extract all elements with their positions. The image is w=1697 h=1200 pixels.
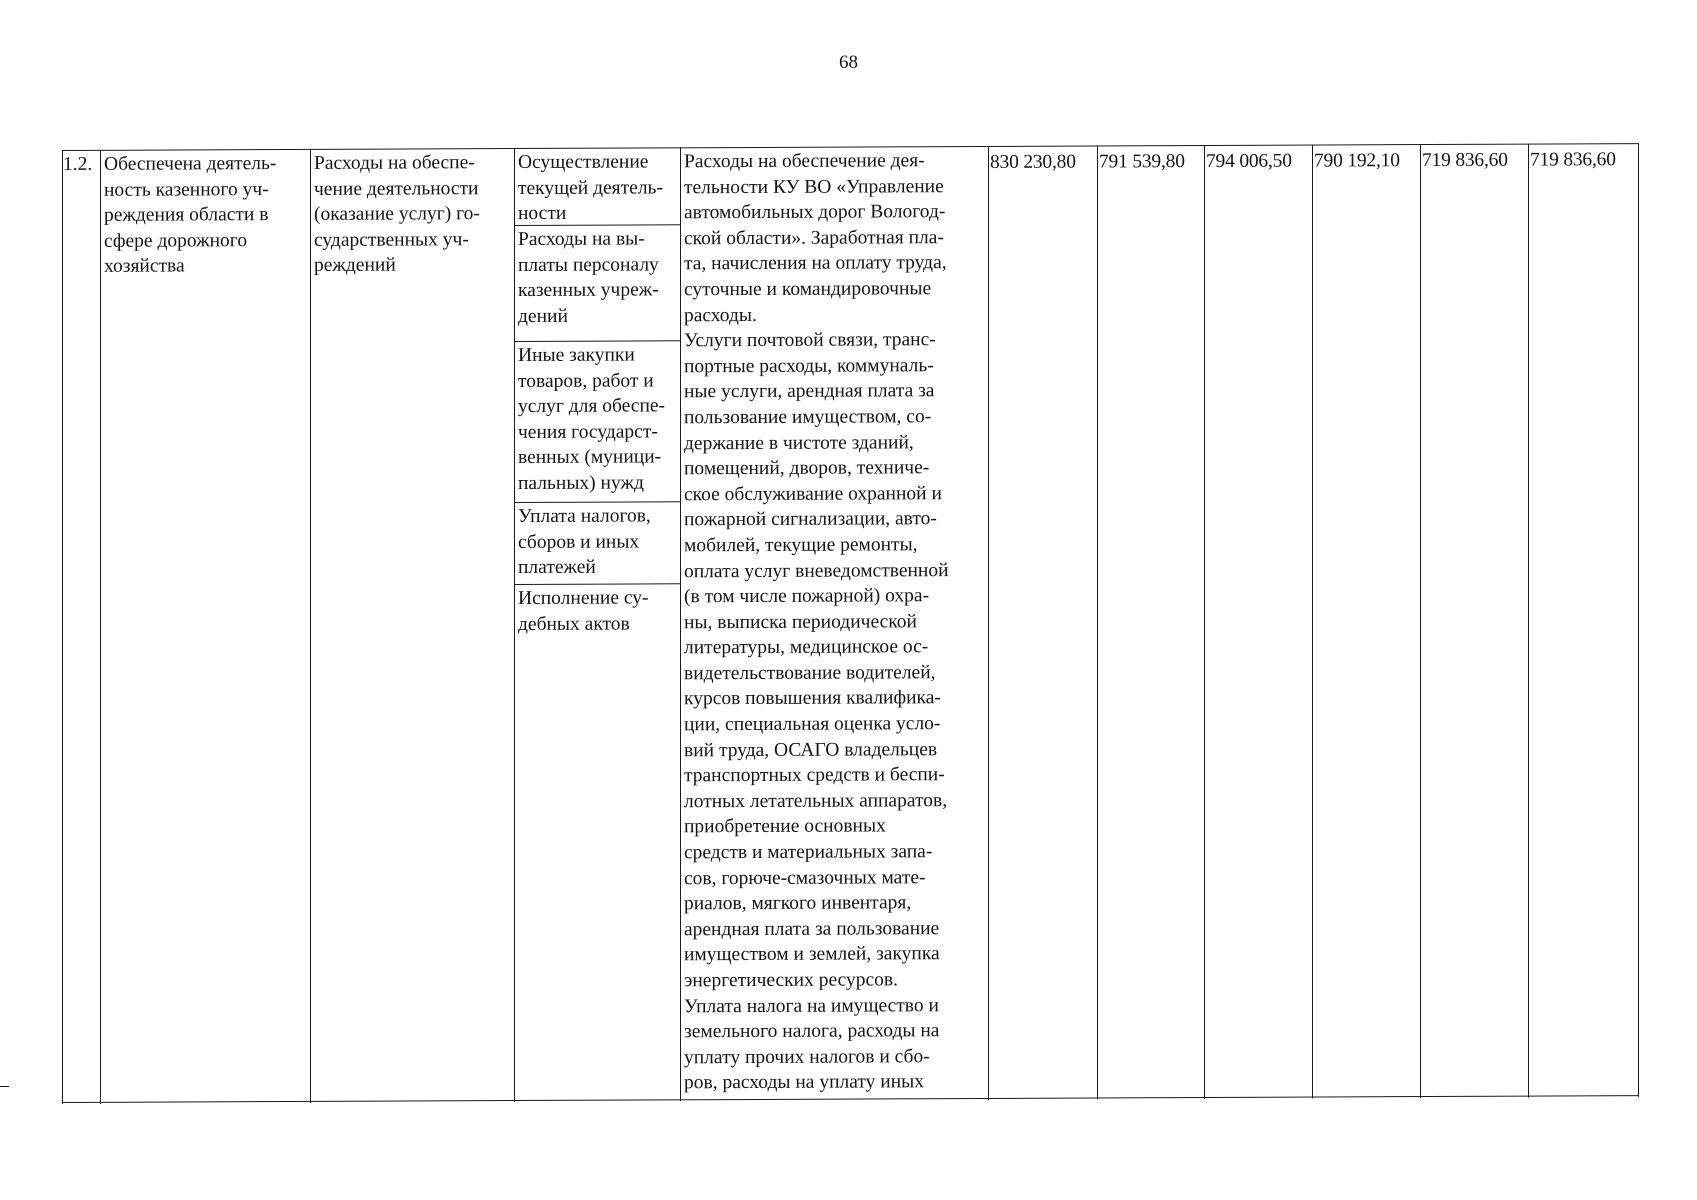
expense-type: Иные закупки товаров, работ и услуг для обеспе- чения государст- венных (муници- пальных) нужд [518,344,666,494]
amount-cell: 719 836,60 [1530,149,1616,171]
expense-type: Расходы на вы- платы персоналу казенных учреж- дений [518,228,659,327]
expected-result: Обеспечена деятель- ность казенного уч- реждения области в сфере дорожного хозяйства [104,153,277,278]
row-number: 1.2. [63,153,93,175]
amount-cell: 719 836,60 [1422,149,1508,172]
margin-mark [0,1086,9,1087]
page-number: 68 [839,52,858,73]
expense-description: Расходы на обеспечение дея- тельности КУ ВО «Управление автомобильных дорог Вологод- ской области». Заработная пла- та, начисления на оплату труда, суточные и командировочные расходы. Услуги почтовой связи, транс- портные расходы, коммуналь- ные услуги, арендная плата за пользование имуществом, со- держание в чистоте зданий, помещений, дворов, техниче- ское обслуживание охранной и пожарной сигнализации, авто- мобилей, текущие ремонты, оплата услуг вневедомственной (в том числе пожарной) охра- ны, выписка периодической литературы, медицинское ос- видетельствование водителей, курсов повышения квалифика- ции, специальная оценка усло- вий труда, ОСАГО владельцев транспортных средств и беспи- лотных летательных аппаратов, приобретение основных средств и материальных запа- сов, горюче-смазочных мате- риалов, мягкого инвентаря, арендная плата за пользование имуществом и землей, закупка энергетических ресурсов. Уплата налога на имущество и земельного налога, расходы на уплату прочих налогов и сбо- ров, расходы на уплату иных [684,150,949,1094]
expenditure-table [62,143,1642,1104]
expense-type: Осуществление текущей деятель- ности [518,151,663,225]
activity-name: Расходы на обеспе- чение деятельности (оказание услуг) го- сударственных уч- реждений [314,152,480,277]
amount-cell: 830 230,80 [990,151,1076,173]
expense-type: Уплата налогов, сборов и иных платежей [518,505,651,579]
expense-type: Исполнение су- дебных актов [518,587,649,635]
table-border [1638,143,1639,1097]
amount-cell: 790 192,10 [1314,150,1400,172]
amount-cell: 791 539,80 [1099,151,1185,173]
amount-cell: 794 006,50 [1206,150,1292,173]
